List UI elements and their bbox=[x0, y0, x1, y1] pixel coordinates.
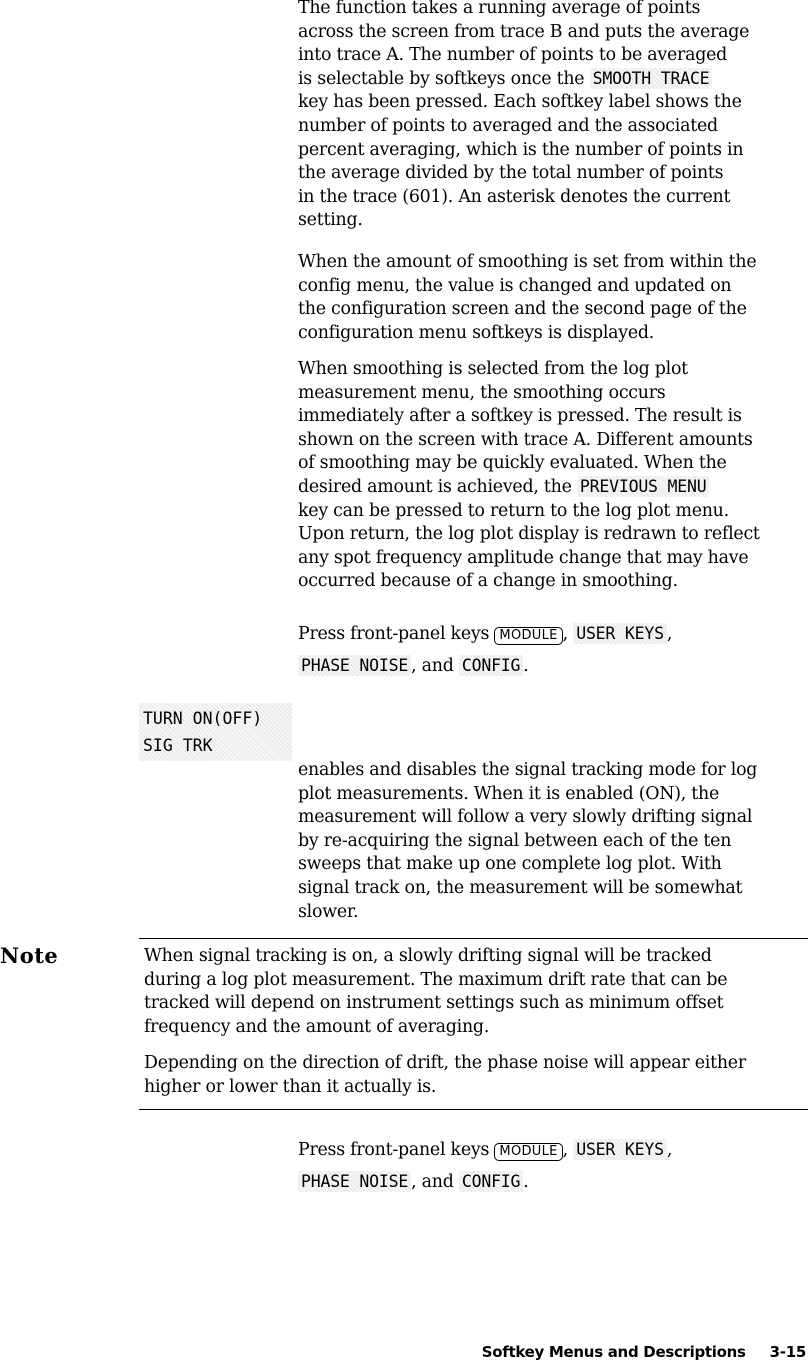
press-keys-instruction bbox=[298, 1134, 808, 1198]
text-fragment: , and bbox=[411, 1172, 454, 1192]
text-fragment: , bbox=[562, 1140, 568, 1160]
text-line: occurred because of a change in smoothing. bbox=[298, 571, 678, 592]
text-fragment: , bbox=[666, 624, 673, 644]
text-line: any spot frequency amplitude change that may have bbox=[298, 547, 749, 568]
text-line: enables and disables the signal tracking mode for log bbox=[298, 760, 758, 780]
footer-section-title: Softkey Menus and Descriptions bbox=[481, 1343, 746, 1361]
text-line bbox=[298, 1134, 808, 1166]
text-line: slower. bbox=[298, 901, 359, 922]
text-line: Upon return, the log plot display is redrawn to reflect bbox=[298, 524, 760, 545]
softkey-user-keys: USER KEYS bbox=[573, 623, 667, 644]
config-menu-paragraph bbox=[298, 251, 808, 345]
text-line: When smoothing is selected from the log plot bbox=[298, 359, 688, 379]
text-fragment: . bbox=[523, 1172, 529, 1192]
softkey-label-line: SIG TRK bbox=[143, 736, 213, 755]
text-line: number of points to averaged and the associated bbox=[298, 115, 718, 136]
text-line: Depending on the direction of drift, the phase noise will appear either bbox=[144, 1053, 746, 1073]
text-line: configuration menu softkeys is displayed. bbox=[298, 322, 655, 343]
text-line: measurement will follow a very slowly drifting signal bbox=[298, 807, 753, 828]
text-line bbox=[298, 476, 808, 500]
note-paragraph bbox=[144, 945, 808, 1039]
text-line: during a log plot measurement. The maximum drift rate that can be bbox=[144, 969, 728, 990]
text-line: frequency and the amount of averaging. bbox=[144, 1016, 490, 1037]
text-line: key can be pressed to return to the log plot menu. bbox=[298, 500, 729, 521]
text-line: by re-acquiring the signal between each of the ten bbox=[298, 830, 732, 851]
text-line: immediately after a softkey is pressed. The result is bbox=[298, 406, 742, 427]
text-line: into trace A. The number of points to be averaged bbox=[298, 45, 728, 66]
note-bottom-rule bbox=[139, 1109, 808, 1110]
signal-tracking-description bbox=[298, 759, 808, 924]
text-fragment: desired amount is achieved, the bbox=[298, 476, 572, 497]
text-line: shown on the screen with trace A. Different amounts bbox=[298, 429, 753, 450]
hardkey-module: MODULE bbox=[494, 627, 562, 645]
softkey-phase-noise: PHASE NOISE bbox=[298, 655, 411, 676]
text-fragment: , and bbox=[411, 656, 454, 676]
softkey-label-line: TURN ON(OFF) bbox=[143, 709, 263, 728]
hardkey-module: MODULE bbox=[494, 1143, 562, 1161]
text-line: the configuration screen and the second page of the bbox=[298, 299, 747, 320]
text-line: the average divided by the total number of points bbox=[298, 163, 724, 184]
text-line: config menu, the value is changed and updated on bbox=[298, 275, 732, 296]
text-fragment: , bbox=[666, 1140, 673, 1160]
text-line: higher or lower than it actually is. bbox=[144, 1076, 437, 1097]
text-fragment: Press front-panel keys bbox=[298, 1140, 490, 1160]
text-fragment: , bbox=[562, 624, 568, 644]
text-line: When signal tracking is on, a slowly drifting signal will be tracked bbox=[144, 946, 712, 966]
text-line: percent averaging, which is the number of points in bbox=[298, 139, 744, 160]
text-line bbox=[298, 68, 808, 92]
text-line: signal track on, the measurement will be somewhat bbox=[298, 877, 743, 898]
text-line: tracked will depend on instrument settings such as minimum offset bbox=[144, 993, 724, 1014]
text-line: sweeps that make up one complete log plot. With bbox=[298, 854, 722, 875]
page-number: 3-15 bbox=[769, 1343, 806, 1361]
text-line: When the amount of smoothing is set from within the bbox=[298, 252, 757, 272]
softkey-previous-menu: PREVIOUS MENU bbox=[577, 476, 710, 497]
text-line bbox=[298, 618, 808, 650]
note-paragraph bbox=[144, 1052, 808, 1099]
softkey-user-keys: USER KEYS bbox=[573, 1139, 667, 1160]
text-fragment: . bbox=[523, 656, 529, 676]
softkey-turn-on-off-sig-trk bbox=[139, 703, 292, 761]
smoothing-description bbox=[298, 0, 808, 233]
note-top-rule bbox=[139, 938, 808, 939]
text-line: The function takes a running average of points bbox=[298, 0, 701, 18]
text-line: measurement menu, the smoothing occurs bbox=[298, 382, 666, 403]
text-fragment: Press front-panel keys bbox=[298, 624, 490, 644]
note-label: Note bbox=[0, 943, 59, 968]
softkey-phase-noise: PHASE NOISE bbox=[298, 1171, 411, 1192]
text-fragment: is selectable by softkeys once the bbox=[298, 68, 585, 89]
page-footer bbox=[482, 1343, 806, 1361]
text-line: across the screen from trace B and puts the average bbox=[298, 21, 750, 42]
softkey-config: CONFIG bbox=[459, 1171, 523, 1192]
log-plot-paragraph bbox=[298, 358, 808, 594]
softkey-smooth-trace: SMOOTH TRACE bbox=[590, 68, 713, 89]
text-line: of smoothing may be quickly evaluated. When the bbox=[298, 453, 727, 474]
text-line bbox=[298, 650, 808, 682]
text-line: in the trace (601). An asterisk denotes the current bbox=[298, 186, 731, 207]
softkey-config: CONFIG bbox=[459, 655, 523, 676]
text-line: key has been pressed. Each softkey label shows the bbox=[298, 92, 742, 113]
press-keys-instruction bbox=[298, 618, 808, 682]
text-line: plot measurements. When it is enabled (ON), the bbox=[298, 783, 720, 804]
text-line: setting. bbox=[298, 210, 363, 231]
text-line bbox=[298, 1166, 808, 1198]
